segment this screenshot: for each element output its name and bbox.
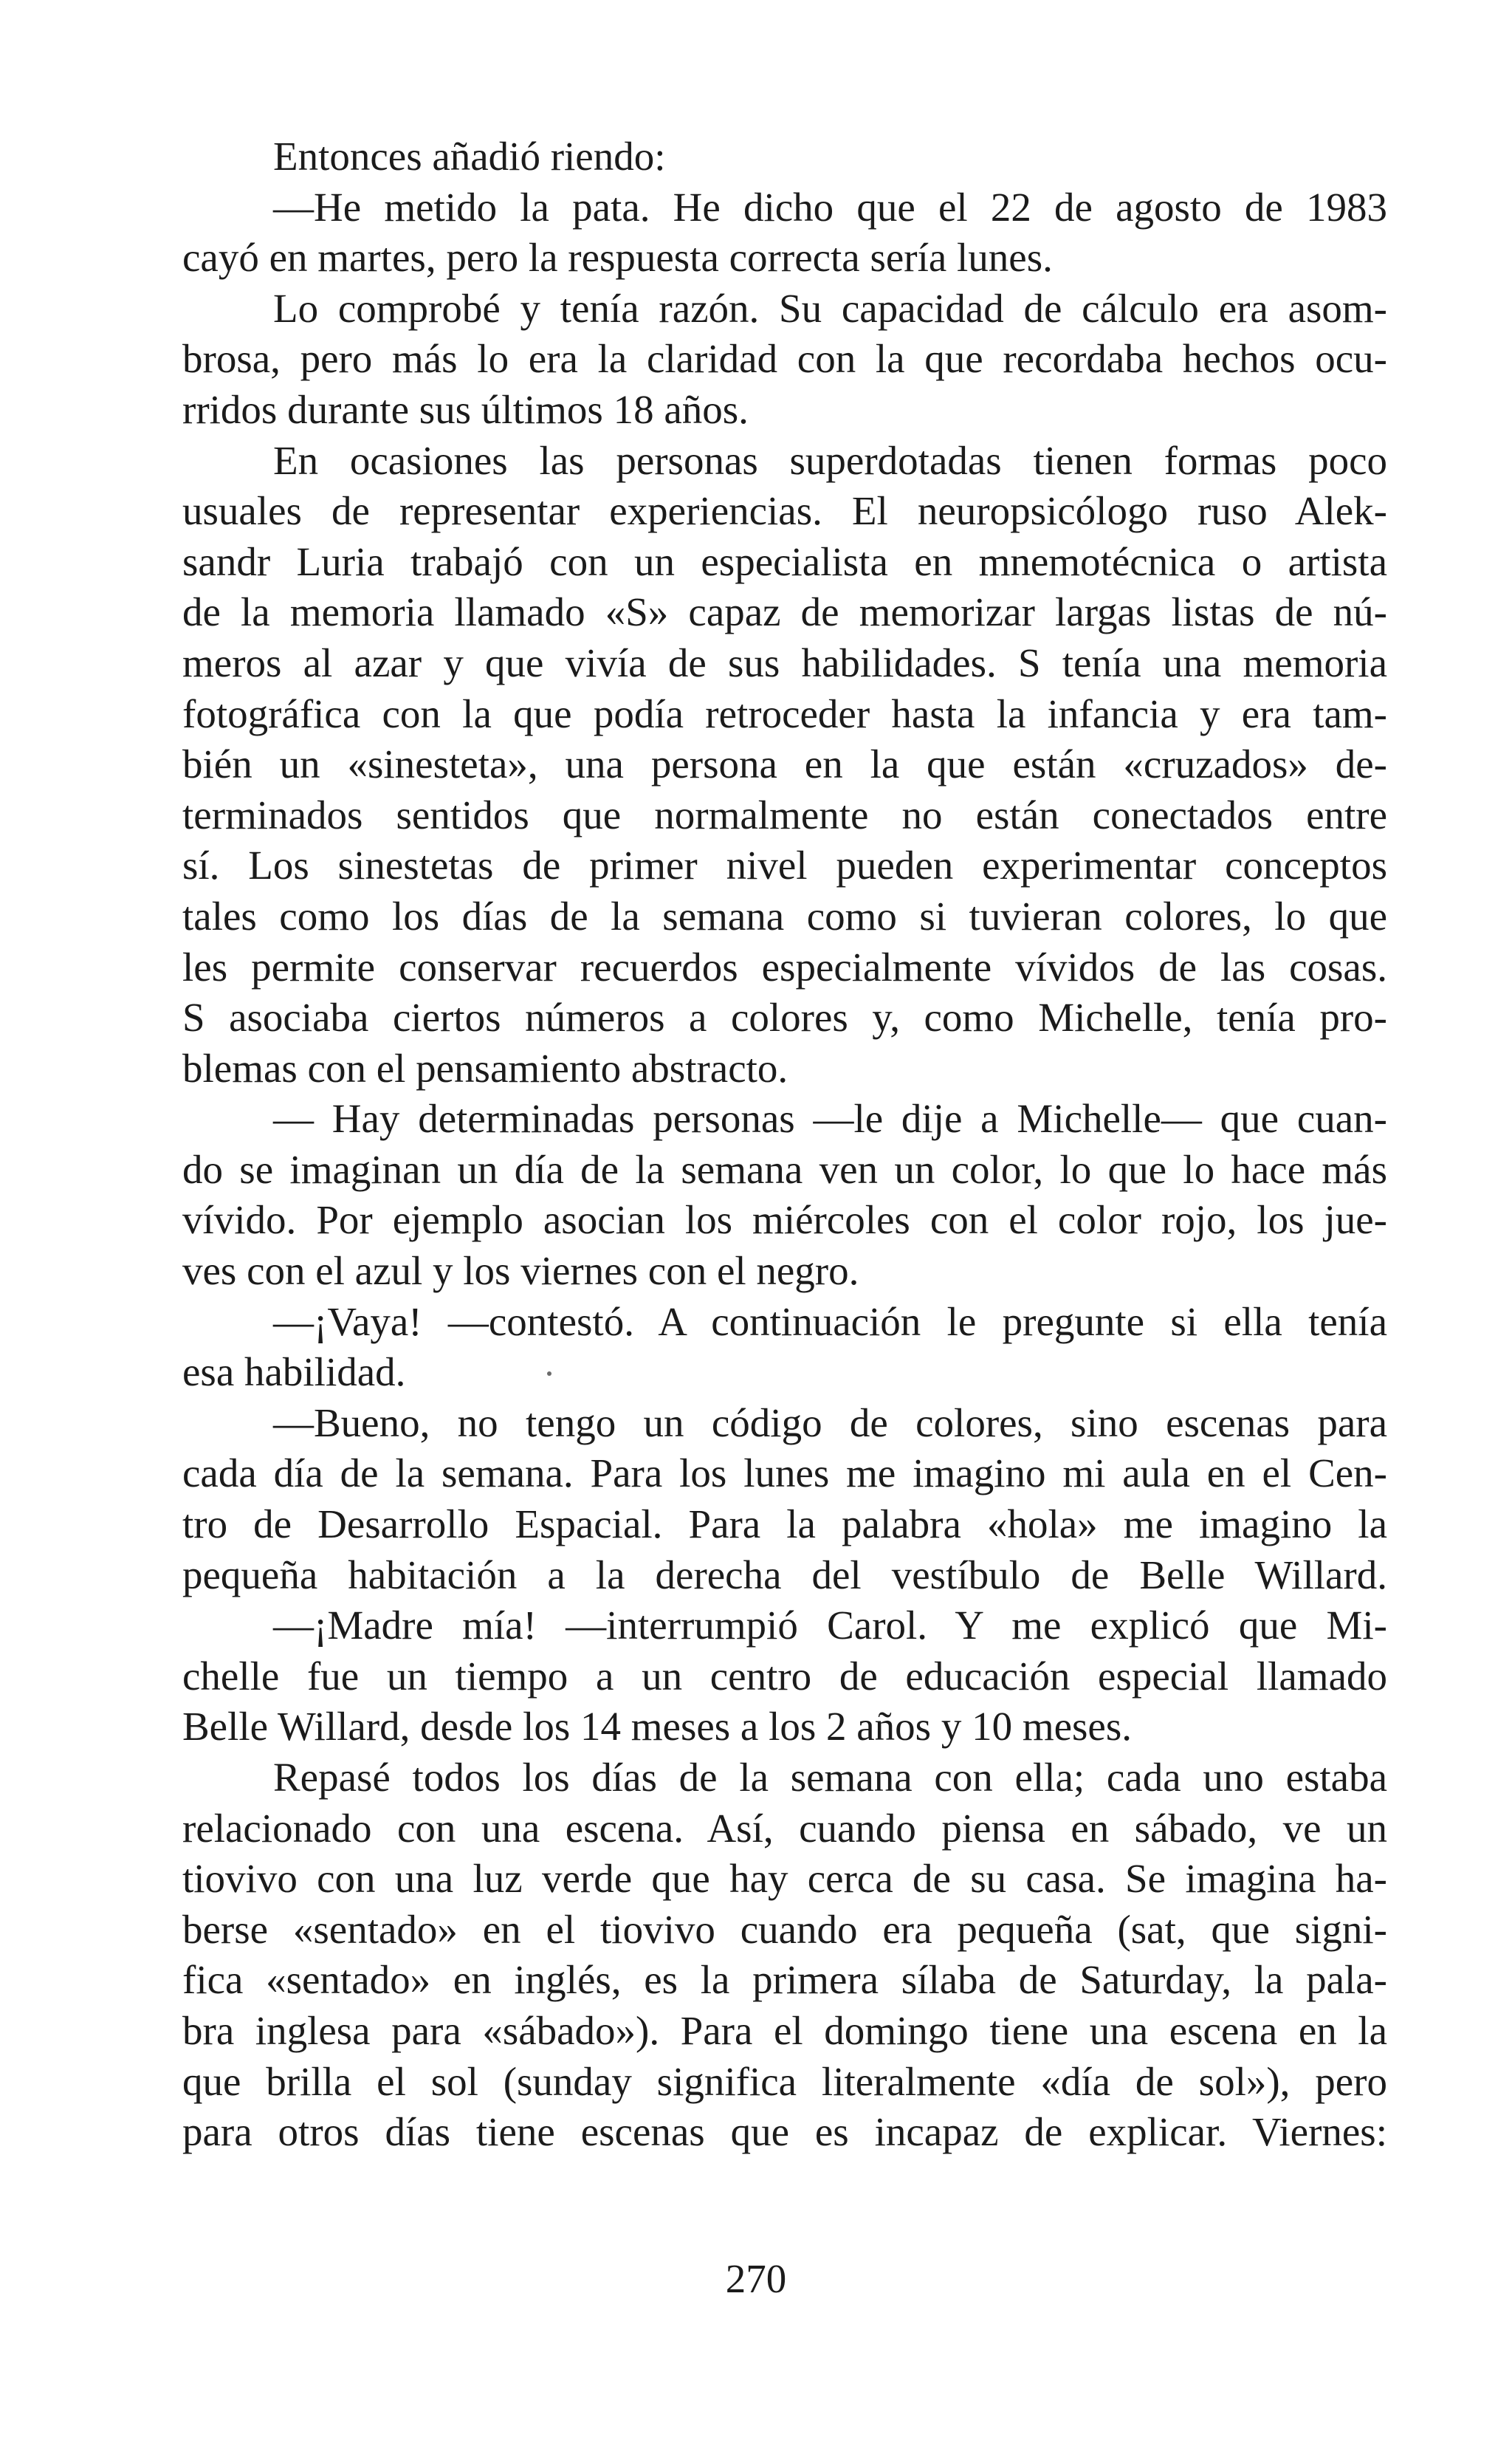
text-line: relacionado con una escena. Así, cuando piensa en sábado, ve un [182, 1805, 1387, 1851]
text-line: tales como los días de la semana como si tuvieran colores, lo que [182, 893, 1387, 939]
text-line: terminados sentidos que normalmente no están conectados entre [182, 792, 1387, 837]
text-line: sandr Luria trabajó con un especialista en mnemotécnica o artista [182, 538, 1387, 584]
text-line: vívido. Por ejemplo asocian los miércoles con el color rojo, los jue- [182, 1197, 1387, 1243]
text-line: Belle Willard, desde los 14 meses a los 2 años y 10 meses. [182, 1704, 1133, 1750]
text-line: de la memoria llamado «S» capaz de memorizar largas listas de nú- [182, 589, 1387, 635]
text-line: chelle fue un tiempo a un centro de educación especial llamado [182, 1653, 1387, 1699]
page-number: 270 [725, 2256, 787, 2301]
text-line: usuales de representar experiencias. El neuropsicólogo ruso Alek- [182, 488, 1387, 534]
text-line: sí. Los sinestetas de primer nivel pueden experimentar conceptos [182, 843, 1387, 888]
text-line: —¡Madre mía! —interrumpió Carol. Y me explicó que Mi- [273, 1603, 1387, 1648]
text-line: berse «sentado» en el tiovivo cuando era pequeña (sat, que signi- [182, 1906, 1387, 1952]
text-line: fotográfica con la que podía retroceder hasta la infancia y era tam- [182, 691, 1387, 736]
text-line: les permite conservar recuerdos especialmente vívidos de las cosas. [182, 944, 1387, 990]
print-speck [547, 1371, 551, 1376]
text-line: pequeña habitación a la derecha del vestíbulo de Belle Willard. [182, 1552, 1387, 1597]
text-line: —He metido la pata. He dicho que el 22 de agosto de 1983 [273, 184, 1387, 230]
text-line: bién un «sinesteta», una persona en la que están «cruzados» de- [182, 741, 1387, 787]
text-line: do se imaginan un día de la semana ven un color, lo que lo hace más [182, 1146, 1387, 1192]
text-line: para otros días tiene escenas que es incapaz de explicar. Viernes: [182, 2109, 1387, 2155]
text-line: que brilla el sol (sunday significa literalmente «día de sol»), pero [182, 2058, 1387, 2104]
text-line: —¡Vaya! —contestó. A continuación le pregunte si ella tenía [273, 1298, 1387, 1344]
text-line: bra inglesa para «sábado»). Para el domingo tiene una escena en la [182, 2007, 1387, 2053]
text-line: cayó en martes, pero la respuesta correcta sería lunes. [182, 235, 1053, 281]
text-line: rridos durante sus últimos 18 años. [182, 386, 749, 432]
body-text [182, 131, 1387, 2158]
text-line: esa habilidad. [182, 1349, 406, 1395]
text-line: S asociaba ciertos números a colores y, como Michelle, tenía pro- [182, 995, 1387, 1041]
text-line: blemas con el pensamiento abstracto. [182, 1045, 788, 1091]
text-line: — Hay determinadas personas —le dije a Michelle— que cuan- [273, 1096, 1387, 1142]
text-line: brosa, pero más lo era la claridad con la que recordaba hechos ocu- [182, 336, 1387, 382]
text-line: cada día de la semana. Para los lunes me imagino mi aula en el Cen- [182, 1450, 1387, 1496]
text-line: tro de Desarrollo Espacial. Para la palabra «hola» me imagino la [182, 1501, 1387, 1547]
text-line: tiovivo con una luz verde que hay cerca de su casa. Se imagina ha- [182, 1856, 1387, 1902]
text-line: meros al azar y que vivía de sus habilidades. S tenía una memoria [182, 640, 1387, 685]
text-line: fica «sentado» en inglés, es la primera sílaba de Saturday, la pala- [182, 1957, 1387, 2003]
text-line: Repasé todos los días de la semana con ella; cada uno estaba [273, 1755, 1387, 1800]
text-line: Entonces añadió riendo: [273, 134, 666, 179]
text-line: En ocasiones las personas superdotadas tienen formas poco [273, 437, 1387, 483]
text-line: Lo comprobé y tenía razón. Su capacidad de cálculo era asom- [273, 285, 1387, 331]
text-line: ves con el azul y los viernes con el negro. [182, 1248, 859, 1294]
text-line: —Bueno, no tengo un código de colores, sino escenas para [273, 1399, 1387, 1445]
